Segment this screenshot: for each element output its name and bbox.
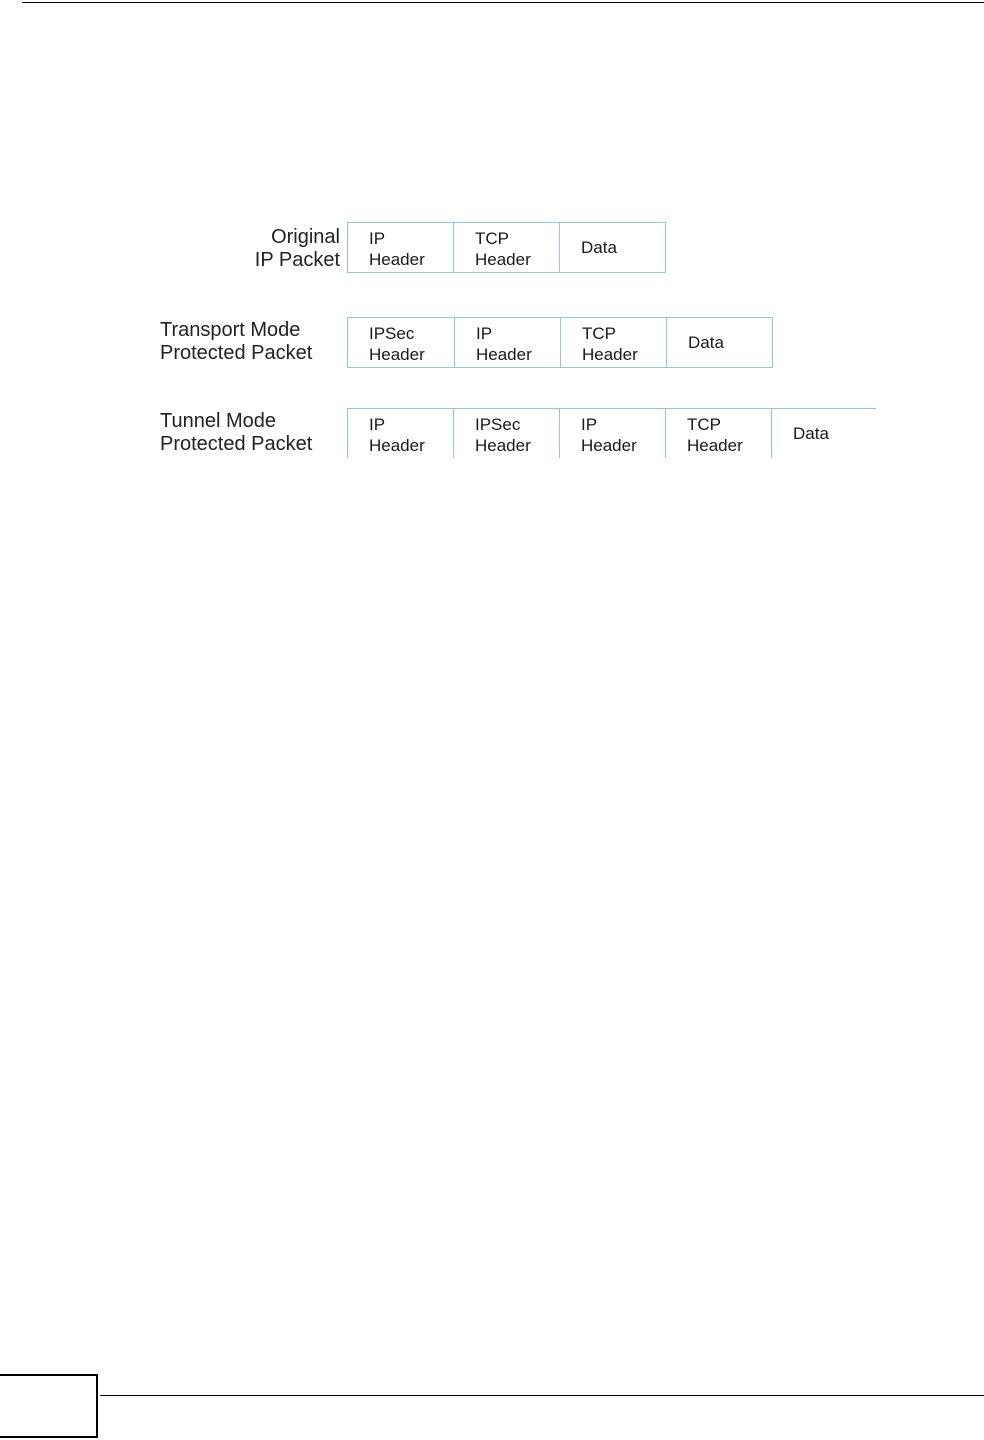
- field-text-line: IP: [369, 415, 386, 434]
- packet-row-transport-mode: [160, 317, 876, 371]
- field-text-line: TCP: [687, 415, 721, 434]
- field-text-line: Header: [369, 436, 425, 455]
- field-text-line: IPSec: [369, 324, 415, 343]
- row-label-line: Original: [271, 226, 340, 248]
- field-text-line: Header: [369, 345, 425, 364]
- packet-field-data: [771, 408, 876, 458]
- packet-field-ip-header: [347, 222, 453, 273]
- packet-field-tcp-header: [665, 408, 771, 458]
- packet-field-ip-header: [559, 408, 665, 458]
- header-rule: [22, 2, 984, 3]
- field-text-line: Header: [475, 436, 531, 455]
- field-text-line: IP: [369, 229, 386, 248]
- field-text-line: Data: [793, 424, 829, 443]
- field-text-line: IP: [581, 415, 598, 434]
- field-text-line: Data: [688, 333, 724, 352]
- row-label-original: [160, 226, 340, 272]
- packet-row-original: [160, 222, 876, 276]
- packet-field-tcp-header: [560, 317, 666, 368]
- packet-field-ip-header: [454, 317, 560, 368]
- page-number-box: [0, 1374, 98, 1438]
- field-text-line: TCP: [475, 229, 509, 248]
- row-label-line: Tunnel Mode: [160, 410, 276, 432]
- field-text-line: Header: [476, 345, 532, 364]
- packet-field-ip-header: [347, 408, 453, 458]
- field-text-line: Header: [475, 250, 531, 269]
- field-text-line: IP: [476, 324, 493, 343]
- field-text-line: Header: [581, 436, 637, 455]
- ipsec-packet-diagram: [160, 222, 876, 460]
- row-label-line: Transport Mode: [160, 319, 301, 341]
- packet-field-ipsec-header: [453, 408, 559, 458]
- row-label-line: Protected Packet: [160, 433, 313, 455]
- footer-rule: [100, 1395, 984, 1396]
- field-text-line: TCP: [582, 324, 616, 343]
- row-label-line: Protected Packet: [160, 342, 313, 364]
- field-text-line: Header: [369, 250, 425, 269]
- field-text-line: Header: [582, 345, 638, 364]
- field-text-line: Header: [687, 436, 743, 455]
- field-text-line: IPSec: [475, 415, 521, 434]
- packet-field-tcp-header: [453, 222, 559, 273]
- row-label-transport-mode: [160, 319, 340, 365]
- field-text-line: Data: [581, 238, 617, 257]
- packet-field-ipsec-header: [347, 317, 454, 368]
- row-label-tunnel-mode: [160, 410, 340, 456]
- packet-field-data: [559, 222, 666, 273]
- packet-row-tunnel-mode: [160, 408, 876, 462]
- packet-field-data: [666, 317, 773, 368]
- row-label-line: IP Packet: [254, 249, 340, 271]
